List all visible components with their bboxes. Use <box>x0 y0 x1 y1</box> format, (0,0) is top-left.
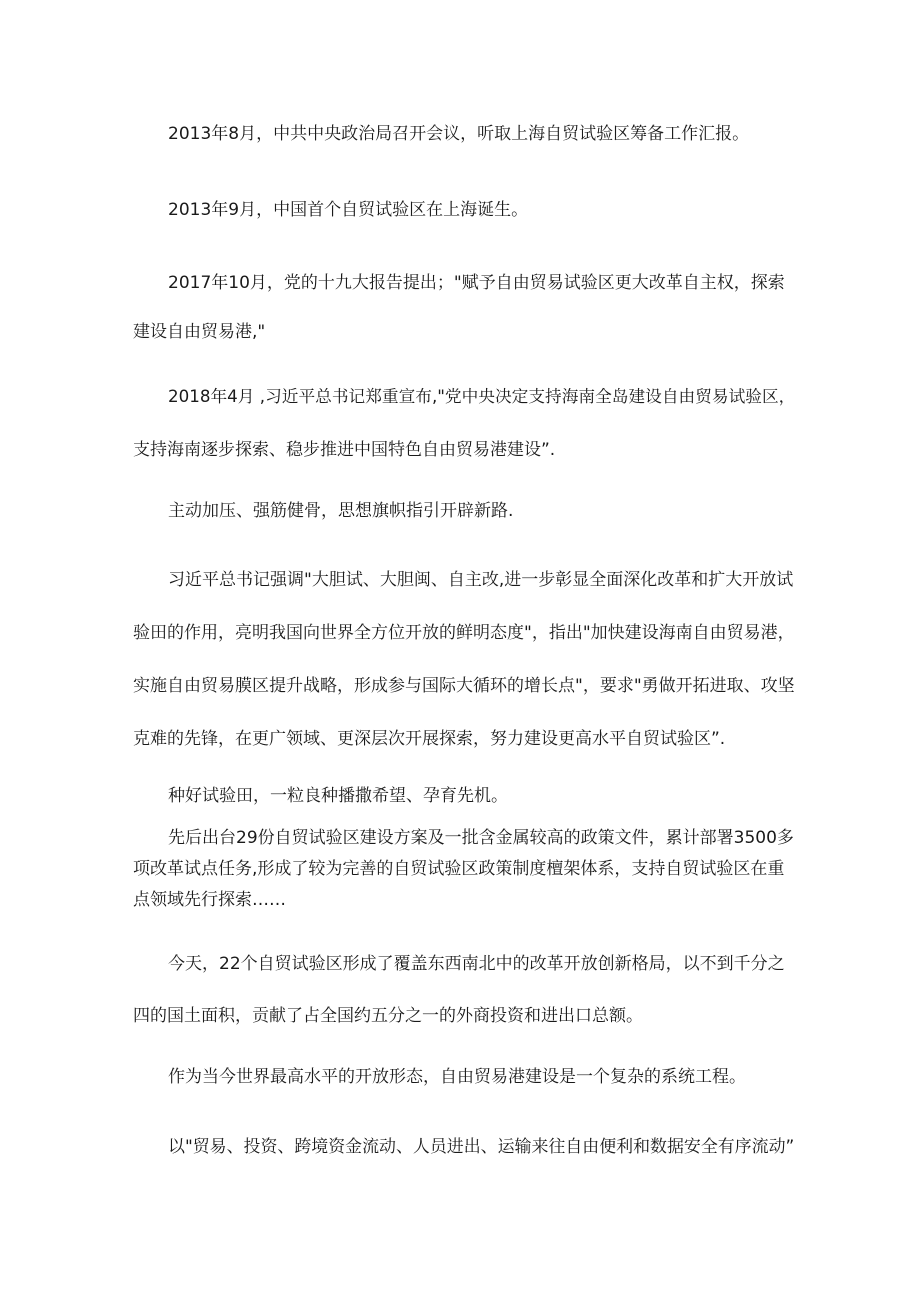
paragraph-line: 点领域先行探索…… <box>133 890 286 910</box>
paragraph <box>133 1063 793 1091</box>
paragraph-line: 习近平总书记强调"大胆试、大胆闽、自主改,进一步彰显全面深化改革和扩大开放试 <box>168 570 794 590</box>
paragraph <box>133 269 793 346</box>
paragraph <box>133 497 793 525</box>
paragraph-line: 先后出台29份自贸试验区建设方案及一批含金属较高的政策文件，累计部署3500多 <box>168 828 794 848</box>
paragraph <box>133 566 793 753</box>
paragraph-line: 克难的先锋，在更广领域、更深层次开展探索，努力建设更高水平自贸试验区”. <box>133 729 726 749</box>
paragraph-line: 种好试验田，一粒良种播撒希望、孕育先机。 <box>168 786 508 806</box>
paragraph-line: 项改革试点任务,形成了较为完善的自贸试验区政策制度檀架体系，支持自贸试验区在重 <box>133 859 785 879</box>
paragraph <box>133 196 793 224</box>
paragraph-line: 2018年4月 ,习近平总书记郑重宣布,"党中央决定支持海南全岛建设自由贸易试验区， <box>168 387 796 406</box>
paragraph-line: 2017年10月，党的十九大报告提出；"赋予自由贸易试验区更大改革自主权，探索 <box>168 273 785 293</box>
paragraph-line: 主动加压、强筋健骨，思想旗帜指引开辟新路. <box>168 501 514 521</box>
paragraph-line: 建设自由贸易港," <box>133 322 266 342</box>
paragraph-line: 2013年8月，中共中央政治局召开会议，听取上海自贸试验区筹备工作汇报。 <box>168 124 750 144</box>
paragraph-line: 实施自由贸易膜区提升战略，形成参与国际大循环的增长点"，要求"勇做开拓进取、攻坚 <box>133 676 795 696</box>
paragraph-line: 四的国土面积，贡献了占全国约五分之一的外商投资和进出口总额。 <box>133 1006 643 1026</box>
paragraph-line: 支持海南逐步探索、稳步推进中国特色自由贸易港建设”. <box>133 440 556 460</box>
paragraph <box>133 120 793 148</box>
paragraph-line: 以"贸易、投资、跨境资金流动、人员进出、运输来往自由便利和数据安全有序流动” <box>168 1136 795 1156</box>
paragraph <box>133 1132 793 1160</box>
paragraph <box>133 824 793 914</box>
paragraph <box>133 782 793 810</box>
paragraph-line: 今天，22个自贸试验区形成了覆盖东西南北中的改革开放创新格局，以不到千分之 <box>168 954 785 974</box>
paragraph-line: 验田的作用，亮明我国向世界全方位开放的鲜明态度"，指出"加快建设海南自由贸易港， <box>133 623 795 643</box>
paragraph <box>133 383 796 464</box>
paragraph-line: 作为当今世界最高水平的开放形态，自由贸易港建设是一个复杂的系统工程。 <box>168 1067 746 1087</box>
paragraph <box>133 950 793 1030</box>
paragraph-line: 2013年9月，中国首个自贸试验区在上海诞生。 <box>168 200 529 220</box>
